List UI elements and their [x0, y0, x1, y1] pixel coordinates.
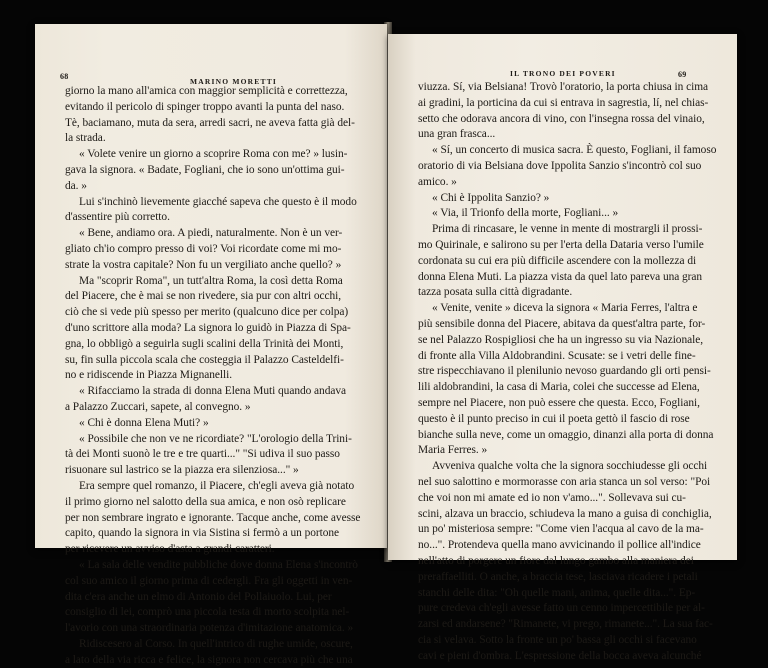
text-line: nell'atto di porgere un fiore dal lungo gambo alla maniera dei [418, 554, 694, 567]
text-line: per non sembrare ingrato e ignorante. Tacque anche, come avesse [65, 511, 361, 524]
text-line: strate la vostra capitale? Non fu un vergiliato anche quello? » [65, 258, 342, 271]
text-line: Era sempre quel romanzo, il Piacere, ch'egli aveva già notato [79, 479, 355, 492]
text-line: « Rifacciamo la strada di donna Elena Muti quando andava [79, 385, 347, 398]
left-body-text [65, 84, 367, 668]
text-line: d'assentire più corretto. [65, 211, 170, 224]
text-line: « Via, il Trionfo della morte, Fogliani... » [432, 207, 619, 220]
text-line: pure credeva ch'egli avesse fatto un cenno impercettibile per al- [418, 602, 705, 615]
text-line: consiglio di lei, comprò una piccola testa di morto scolpita nel- [65, 606, 350, 619]
text-line: un po' misteriosa sempre: "Come vien l'acqua al cavo de la ma- [418, 523, 704, 536]
text-line: amico. » [418, 175, 457, 188]
text-line: no...". Protendeva quella mano avvicinando il pollice all'indice [418, 539, 701, 552]
text-line: Prima di rincasare, le venne in mente di mostrargli il prossi- [432, 223, 703, 236]
text-line: il primo giorno nel salotto della sua amica, e non osò replicare [65, 495, 346, 508]
text-line: cavi e pieni d'ombra. L'espressione della bocca aveva alcunché [418, 649, 702, 662]
text-line: Tè, baciamano, muta da sera, arredi sacri, ne aveva fatta già del- [65, 116, 355, 129]
right-page [388, 34, 737, 662]
right-page-number: 69 [678, 70, 687, 79]
right-body-text [418, 80, 719, 664]
text-line: sempre nel Piacere, non può essere che questa. Ecco, Fogliani, [418, 396, 700, 409]
text-line: ai gradini, la porticina da cui si entrava in sagrestia, lí, nel chias- [418, 96, 709, 109]
text-line: dita c'era anche un elmo di Antonio del Pollaiuolo. Lui, per [65, 590, 332, 603]
text-line: risuonare sul lastrico se la piazza era silenziosa..." » [65, 464, 299, 477]
text-line: gava la signora. « Badate, Fogliani, che io sono un'ottima gui- [65, 163, 345, 176]
text-line: Maria Ferres. » [418, 444, 488, 457]
text-line: stanchi delle dita: "Oh quelle mani, anima, quelle dita...". Ep- [418, 586, 696, 599]
text-line: col suo amico il giorno prima di cedergli. Fra gli oggetti in ven- [65, 574, 353, 587]
text-line: per ricevere un avviso d'asta a grandi caratteri. [65, 543, 275, 556]
text-line: bianche sulla neve, come un omaggio, dinanzi alla porta di donna [418, 428, 714, 441]
text-line: preraffaelliti. O anche, a braccia tese, lasciava ricadere i petali [418, 570, 698, 583]
text-line: lili aldobrandini, la casa di Maria, colei che successe ad Elena, [418, 381, 700, 394]
text-line: Lui s'inchinò lievemente giacché sapeva che questo è il modo [79, 195, 357, 208]
text-line: no e ridiscende in Piazza Mignanelli. [65, 369, 233, 382]
text-line: nel suo salottino e mormorasse con aria stanca un sol verso: "Poi [418, 475, 711, 488]
text-line: che voi non mi amate ed io non v'amo...". Sollevava sui cu- [418, 491, 686, 504]
text-line: Ma "scoprir Roma", un tutt'altra Roma, la così detta Roma [79, 274, 343, 287]
text-line: giorno la mano all'amica con maggior semplicità e correttezza, [65, 85, 348, 97]
text-line: a lato della via ricca e felice, la signora non cercava più che una [65, 653, 353, 666]
text-line: « Volete venire un giorno a scoprire Roma con me? » lusin- [79, 148, 348, 161]
text-line: « La sala delle vendite pubbliche dove donna Elena s'incontrò [79, 558, 358, 571]
text-line: a Palazzo Zuccari, sapete, al convegno. » [65, 400, 251, 413]
text-line: cia si velava. Sotto la fronte un po' bassa gli occhi si facevano [418, 633, 697, 646]
text-line: « Venite, venite » diceva la signora « Maria Ferres, l'altra e [432, 302, 698, 315]
text-line: Avveniva qualche volta che la signora socchiudesse gli occhi [432, 460, 708, 473]
text-line: scini, alzava un braccio, schiudeva la mano a guisa di conchiglia, [418, 507, 712, 520]
text-line: gliato ch'io compro presso di voi? Voi ricordate come mi mo- [65, 242, 342, 255]
text-line: setto che odorava ancora di vino, con l'insegna rossa del vinaio, [418, 112, 705, 125]
text-line: « Possibile che non ve ne ricordiate? "L'orologio della Trini- [79, 432, 352, 445]
text-line: se nel Palazzo Rospigliosi che ha un ingresso su via Nazionale, [418, 333, 704, 346]
text-line: su, fin sulla piccola scala che costeggia il Palazzo Casteldelfi- [65, 353, 344, 366]
text-line: stre rispecchiavano il plenilunio nevoso guardando gli orti pensi- [418, 365, 711, 378]
text-line: Ridiscesero al Corso. In quell'intrico di rughe umide, oscure, [79, 637, 353, 650]
text-line: d'uno scrittore alla moda? La signora lo guidò in Piazza di Spa- [65, 321, 351, 334]
left-page-number: 68 [60, 72, 69, 81]
right-running-head: IL TRONO DEI POVERI [510, 69, 616, 78]
text-line: evitando il pericolo di spinger troppo avanti la punta del naso. [65, 100, 345, 113]
text-line: capito, quando la signora in via Sistina si fermò a un portone [65, 527, 340, 540]
text-line: cordonata su cui era più difficile ascendere con la mollezza di [418, 254, 697, 267]
text-line: l'avorio con una straordinaria potenza d'imitazione anatomica. » [65, 622, 354, 635]
left-page [35, 24, 387, 666]
text-line: ciò che si vede più spesso per merito (qualcuno dice per colpa) [65, 306, 349, 319]
text-line: « Chi è Ippolita Sanzio? » [432, 191, 550, 204]
text-line: di fronte alla Villa Aldobrandini. Scusate: se i vetri delle fine- [418, 349, 696, 362]
text-line: viuzza. Sí, via Belsiana! Trovò l'oratorio, la porta chiusa in cima [418, 81, 709, 93]
text-line: tazza posata sulla città digradante. [418, 286, 573, 299]
text-line: una gran frasca... [418, 128, 496, 141]
text-line: « Bene, andiamo ora. A piedi, naturalmente. Non è un ver- [79, 227, 343, 240]
text-line: tà dei Monti suonò le tre e tre quarti..." "Si udiva il suo passo [65, 448, 340, 461]
text-line: mo Quirinale, e salirono su per l'erta della Dataria verso l'umile [418, 238, 704, 251]
text-line: zarsi ed andarsene? "Rimanete, vi prego, rimanete...". La sua fac- [418, 618, 713, 631]
text-line: più sensibile donna del Piacere, abitava da quest'altra parte, for- [418, 317, 706, 330]
left-running-head: MARINO MORETTI [190, 77, 278, 86]
text-line: questo è il punto preciso in cui il poeta gettò il fascio di rose [418, 412, 690, 425]
text-line: la strada. [65, 132, 106, 145]
text-line: « Sí, un concerto di musica sacra. È questo, Fogliani, il famoso [432, 144, 717, 157]
text-line: gna, lo obbligò a seguirla sugli scalini della Trinità dei Monti, [65, 337, 344, 350]
text-line: del Piacere, che è mai se non rivedere, sia pur con altri occhi, [65, 290, 342, 303]
text-line: « Chi è donna Elena Muti? » [79, 416, 209, 429]
text-line: oratorio di via Belsiana dove Ippolita Sanzio s'incontrò col suo [418, 159, 702, 172]
text-line: donna Elena Muti. La piazza vista da quel lato pareva una gran [418, 270, 703, 283]
text-line: da. » [65, 179, 87, 192]
